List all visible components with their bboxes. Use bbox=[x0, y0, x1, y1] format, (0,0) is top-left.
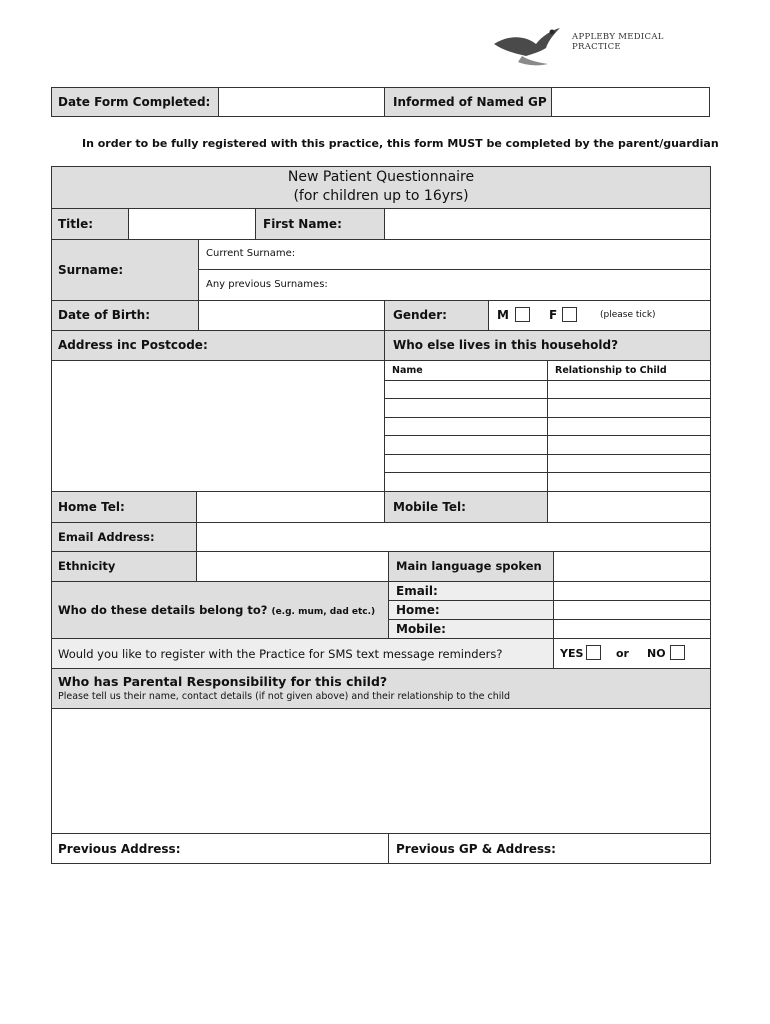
form-title: New Patient Questionnaire bbox=[287, 169, 475, 185]
mobile-tel-field[interactable] bbox=[549, 493, 709, 521]
sms-or-label: or bbox=[616, 647, 629, 660]
practice-logo bbox=[492, 22, 710, 68]
household-row[interactable] bbox=[386, 436, 709, 453]
parental-responsibility-field[interactable] bbox=[54, 710, 708, 832]
household-row[interactable] bbox=[386, 418, 709, 435]
previous-surnames-label: Any previous Surnames: bbox=[206, 279, 328, 290]
contact-email-label: Email: bbox=[396, 584, 438, 598]
date-completed-label: Date Form Completed: bbox=[58, 95, 211, 109]
form-subtitle: (for children up to 16yrs) bbox=[293, 188, 469, 204]
household-row[interactable] bbox=[386, 399, 709, 416]
bird-logo-icon bbox=[492, 22, 562, 68]
sms-yes-label: YES bbox=[560, 647, 584, 660]
sms-no-label: NO bbox=[647, 647, 666, 660]
gender-f-label: F bbox=[549, 308, 558, 322]
household-row[interactable] bbox=[386, 381, 709, 398]
first-name-label: First Name: bbox=[263, 217, 342, 231]
main-language-field[interactable] bbox=[555, 553, 709, 580]
parental-subtitle: Please tell us their name, contact details (if not given above) and their relationship to the child bbox=[58, 691, 511, 702]
title-label: Title: bbox=[58, 217, 94, 231]
household-row[interactable] bbox=[386, 473, 709, 491]
informed-gp-label: Informed of Named GP bbox=[393, 95, 547, 109]
date-completed-field[interactable] bbox=[220, 89, 383, 115]
address-field[interactable] bbox=[54, 362, 382, 490]
contact-mobile-label: Mobile: bbox=[396, 622, 446, 636]
contact-home-label: Home: bbox=[396, 603, 440, 617]
dob-label: Date of Birth: bbox=[58, 308, 151, 322]
informed-gp-field[interactable] bbox=[553, 89, 709, 115]
mobile-tel-label: Mobile Tel: bbox=[393, 500, 466, 514]
details-belong-label: Who do these details belong to? (e.g. mum, dad etc.) bbox=[58, 603, 376, 617]
parental-title: Who has Parental Responsibility for this child? bbox=[58, 674, 388, 689]
sms-no-checkbox[interactable] bbox=[670, 645, 685, 660]
gender-label: Gender: bbox=[393, 308, 447, 322]
previous-gp-label: Previous GP & Address: bbox=[396, 842, 556, 856]
address-label: Address inc Postcode: bbox=[58, 338, 208, 352]
main-language-label: Main language spoken bbox=[396, 559, 542, 573]
gender-m-label: M bbox=[497, 308, 509, 322]
please-tick-note: (please tick) bbox=[600, 310, 656, 320]
contact-email-field[interactable] bbox=[555, 583, 709, 599]
household-name-header: Name bbox=[392, 365, 423, 376]
email-address-field[interactable] bbox=[198, 524, 709, 550]
sms-yes-checkbox[interactable] bbox=[586, 645, 601, 660]
home-tel-field[interactable] bbox=[198, 493, 383, 521]
previous-address-label: Previous Address: bbox=[58, 842, 181, 856]
household-label: Who else lives in this household? bbox=[393, 338, 619, 352]
contact-mobile-field[interactable] bbox=[555, 621, 709, 637]
instruction-text: In order to be fully registered with this practice, this form MUST be completed by the parent/guardian bbox=[82, 137, 719, 150]
ethnicity-label: Ethnicity bbox=[58, 559, 116, 573]
current-surname-field[interactable] bbox=[300, 241, 708, 268]
household-relationship-header: Relationship to Child bbox=[555, 365, 667, 376]
gender-f-checkbox[interactable] bbox=[562, 307, 577, 322]
ethnicity-field[interactable] bbox=[198, 553, 387, 580]
current-surname-label: Current Surname: bbox=[206, 248, 296, 259]
email-address-label: Email Address: bbox=[58, 530, 155, 544]
title-field[interactable] bbox=[130, 210, 254, 238]
practice-name: APPLEBY MEDICAL PRACTICE bbox=[572, 32, 664, 52]
dob-field[interactable] bbox=[200, 302, 383, 329]
previous-surnames-field[interactable] bbox=[340, 271, 708, 299]
gender-m-checkbox[interactable] bbox=[515, 307, 530, 322]
sms-question: Would you like to register with the Practice for SMS text message reminders? bbox=[58, 647, 503, 661]
household-row[interactable] bbox=[386, 455, 709, 472]
home-tel-label: Home Tel: bbox=[58, 500, 125, 514]
surname-label: Surname: bbox=[58, 263, 124, 277]
first-name-field[interactable] bbox=[386, 210, 709, 238]
contact-home-field[interactable] bbox=[555, 602, 709, 618]
